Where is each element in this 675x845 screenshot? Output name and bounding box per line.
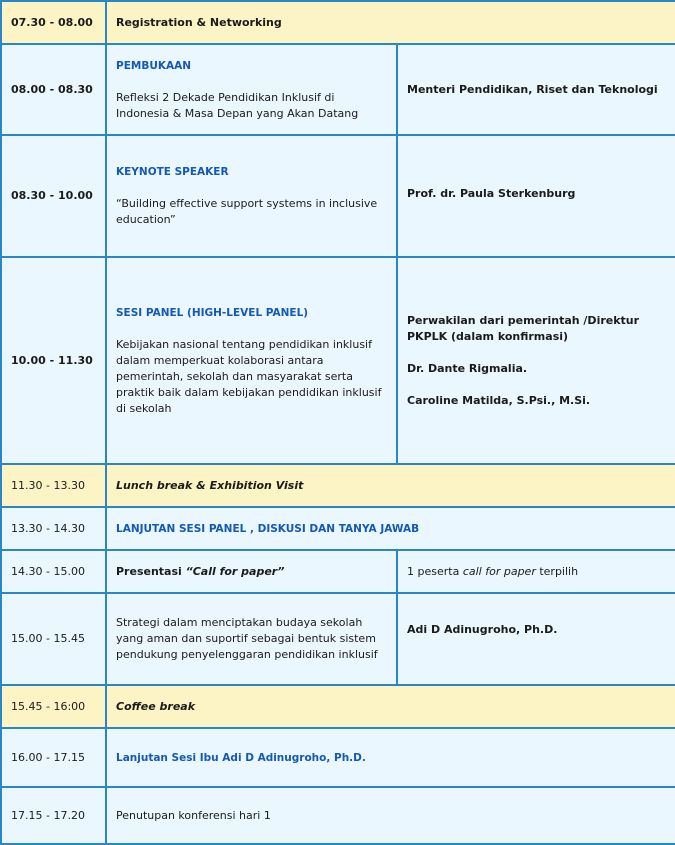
time-cell: 07.30 - 08.00 — [1, 1, 106, 44]
speaker-prefix: 1 peserta — [407, 564, 463, 578]
session-title: Lunch break & Exhibition Visit — [106, 464, 675, 507]
time-cell: 13.30 - 14.30 — [1, 507, 106, 550]
time-cell: 08.30 - 10.00 — [1, 135, 106, 257]
session-heading: LANJUTAN SESI PANEL , DISKUSI DAN TANYA JAWAB — [116, 522, 420, 535]
schedule-row — [1, 550, 675, 593]
title-prefix: Presentasi — [116, 564, 186, 578]
session-description: Strategi dalam menciptakan budaya sekolah yang aman dan suportif sebagai bentuk sistem pendukung penyelenggaran pendidikan inklusif — [116, 616, 378, 661]
speaker-suffix: terpilih — [535, 564, 579, 578]
time-cell: 14.30 - 15.00 — [1, 550, 106, 593]
session-description: Kebijakan nasional tentang pendidikan inklusif dalam memperkuat kolaborasi antara pemerintah, sekolah dan masyarakat serta praktik baik dalam kebijakan pendidikan inklusif di sekolah — [116, 337, 382, 415]
session-description: Refleksi 2 Dekade Pendidikan Inklusif di Indonesia & Masa Depan yang Akan Datang — [116, 90, 359, 120]
speaker-name: Dr. Dante Rigmalia. — [407, 361, 528, 375]
session-cell — [106, 44, 397, 135]
session-title — [106, 550, 397, 593]
session-description: “Building effective support systems in inclusive education” — [116, 197, 378, 226]
schedule-row — [1, 464, 675, 507]
session-cell — [106, 257, 397, 464]
session-heading: SESI PANEL (HIGH-LEVEL PANEL) — [116, 306, 309, 319]
speaker-italic: call for paper — [462, 564, 536, 578]
schedule-row — [1, 1, 675, 44]
schedule-row — [1, 728, 675, 787]
time-cell: 16.00 - 17.15 — [1, 728, 106, 787]
schedule-row — [1, 44, 675, 135]
session-cell — [106, 593, 397, 685]
session-title: Coffee break — [106, 685, 675, 728]
session-heading: PEMBUKAAN — [116, 59, 192, 72]
title-italic: “Call for paper” — [185, 564, 285, 578]
time-cell: 15.00 - 15.45 — [1, 593, 106, 685]
speaker-cell — [397, 593, 675, 685]
schedule-row — [1, 135, 675, 257]
schedule-row — [1, 787, 675, 844]
speaker-cell — [397, 44, 675, 135]
time-cell: 10.00 - 11.30 — [1, 257, 106, 464]
session-cell — [106, 135, 397, 257]
speaker-cell — [397, 135, 675, 257]
speaker-name: Caroline Matilda, S.Psi., M.Si. — [407, 393, 591, 407]
session-description: Penutupan konferensi hari 1 — [116, 808, 271, 822]
time-cell: 11.30 - 13.30 — [1, 464, 106, 507]
schedule-row — [1, 507, 675, 550]
session-cell — [106, 507, 675, 550]
schedule-row — [1, 593, 675, 685]
session-cell — [106, 787, 675, 844]
schedule-row — [1, 257, 675, 464]
time-cell: 17.15 - 17.20 — [1, 787, 106, 844]
speaker-cell — [397, 257, 675, 464]
session-heading: Lanjutan Sesi Ibu Adi D Adinugroho, Ph.D. — [116, 751, 366, 764]
speaker-name: Menteri Pendidikan, Riset dan Teknologi — [407, 82, 658, 96]
schedule-row — [1, 685, 675, 728]
session-heading: KEYNOTE SPEAKER — [116, 166, 229, 178]
session-cell — [106, 728, 675, 787]
time-cell: 15.45 - 16:00 — [1, 685, 106, 728]
session-title: Registration & Networking — [106, 1, 675, 44]
speaker-name: Adi D Adinugroho, Ph.D. — [407, 623, 558, 636]
speaker-name: Prof. dr. Paula Sterkenburg — [407, 187, 576, 200]
speaker-name: Perwakilan dari pemerintah /Direktur PKPLK (dalam konfirmasi) — [407, 313, 640, 343]
time-cell: 08.00 - 08.30 — [1, 44, 106, 135]
speaker-cell — [397, 550, 675, 593]
